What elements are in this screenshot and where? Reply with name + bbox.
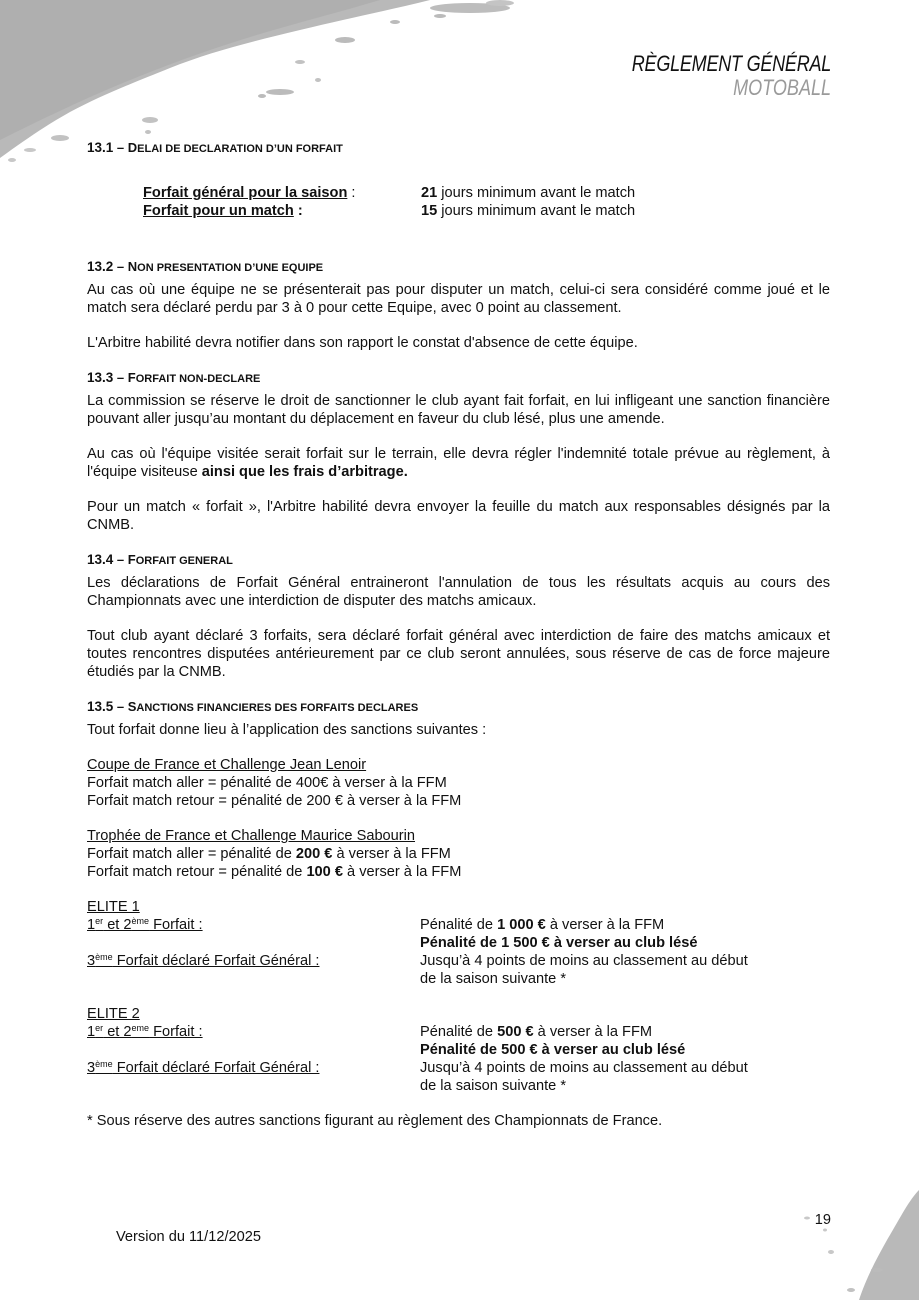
document-brand	[588, 52, 831, 100]
page-number: 19	[814, 1212, 831, 1228]
section-heading-13-5: 13.5 – SANCTIONS FINANCIERES DES FORFAITS DECLARES	[87, 699, 419, 714]
paragraph: Tout club ayant déclaré 3 forfaits, sera déclaré forfait général avec interdiction de faire des matchs amicaux et toutes rencontres disputées antérieurement par ce club seront annulées, sous réserve de cas de force majeure étudiés par la CNMB.	[87, 628, 830, 680]
paragraph: Au cas où une équipe ne se présenterait pas pour disputer un match, celui-ci sera considéré comme joué et le match sera déclaré perdu par 3 à 0 pour cette Equipe, avec 0 point au classement.	[87, 282, 830, 316]
penalty-line: Forfait match retour = pénalité de 100 € à verser à la FFM	[87, 864, 462, 880]
penalty-row: 1er et 2ème Forfait : Pénalité de 1 000 € à verser à la FFM Pénalité de 1 500 € à verser au club lésé	[87, 916, 698, 951]
penalty-row: 3ème Forfait déclaré Forfait Général : Jusqu’à 4 points de moins au classement au début de la saison suivante *	[87, 1059, 748, 1094]
competition-title: Coupe de France et Challenge Jean Lenoir	[87, 757, 367, 773]
version-footer: Version du 11/12/2025	[116, 1229, 261, 1245]
delay-row: Forfait pour un match : 15 jours minimum avant le match	[143, 203, 636, 219]
paragraph: Tout forfait donne lieu à l’application des sanctions suivantes :	[87, 722, 487, 738]
penalty-row: 1er et 2eme Forfait : Pénalité de 500 € à verser à la FFM Pénalité de 500 € à verser au club lésé	[87, 1023, 686, 1058]
section-heading-13-1: 13.1 – DELAI DE DECLARATION D’UN FORFAIT	[87, 140, 343, 155]
delay-row: Forfait général pour la saison : 21 jours minimum avant le match	[143, 185, 636, 201]
penalty-line: Forfait match aller = pénalité de 400€ à verser à la FFM	[87, 775, 447, 791]
paragraph: L'Arbitre habilité devra notifier dans son rapport le constat d'absence de cette équipe.	[87, 335, 638, 351]
paragraph: Pour un match « forfait », l'Arbitre habilité devra envoyer la feuille du match aux responsables désignés par la CNMB.	[87, 499, 830, 533]
trophee-de-france-block	[87, 827, 830, 881]
competition-title: ELITE 2	[87, 1006, 140, 1022]
brand-title: RÈGLEMENT GÉNÉRAL	[631, 51, 831, 76]
grunge-decoration-bottom	[759, 1190, 919, 1300]
section-heading-13-4: 13.4 – FORFAIT GENERAL	[87, 552, 233, 567]
penalty-line: Forfait match aller = pénalité de 200 € à verser à la FFM	[87, 846, 451, 862]
section-heading-13-3: 13.3 – FORFAIT NON-DECLARE	[87, 370, 261, 385]
section-heading-13-2: 13.2 – NON PRESENTATION D’UNE EQUIPE	[87, 259, 324, 274]
coupe-de-france-block	[87, 756, 830, 810]
footnote: * Sous réserve des autres sanctions figurant au règlement des Championnats de France.	[87, 1113, 663, 1129]
elite-2-block	[87, 1005, 830, 1095]
paragraph: Les déclarations de Forfait Général entraineront l'annulation de tous les résultats acquis au cours des Championnats avec une interdiction de disputer des matchs amicaux.	[87, 575, 830, 609]
competition-title: ELITE 1	[87, 899, 140, 915]
elite-1-block	[87, 898, 830, 988]
paragraph: La commission se réserve le droit de sanctionner le club ayant fait forfait, en lui infligeant une sanction financière pouvant aller jusqu’au montant du déplacement en faveur du club lésé, plus une amende.	[87, 393, 830, 427]
penalty-line: Forfait match retour = pénalité de 200 € à verser à la FFM	[87, 793, 462, 809]
paragraph: Au cas où l'équipe visitée serait forfait sur le terrain, elle devra régler l'indemnité totale prévue au règlement, à l'équipe visiteuse ainsi que les frais d’arbitrage.	[87, 446, 830, 480]
penalty-row: 3ème Forfait déclaré Forfait Général : Jusqu’à 4 points de moins au classement au début de la saison suivante *	[87, 952, 748, 987]
competition-title: Trophée de France et Challenge Maurice Sabourin	[87, 828, 416, 844]
brand-subtitle: MOTOBALL	[733, 75, 831, 100]
document-body	[87, 139, 830, 1130]
forfait-delay-table	[143, 184, 830, 220]
